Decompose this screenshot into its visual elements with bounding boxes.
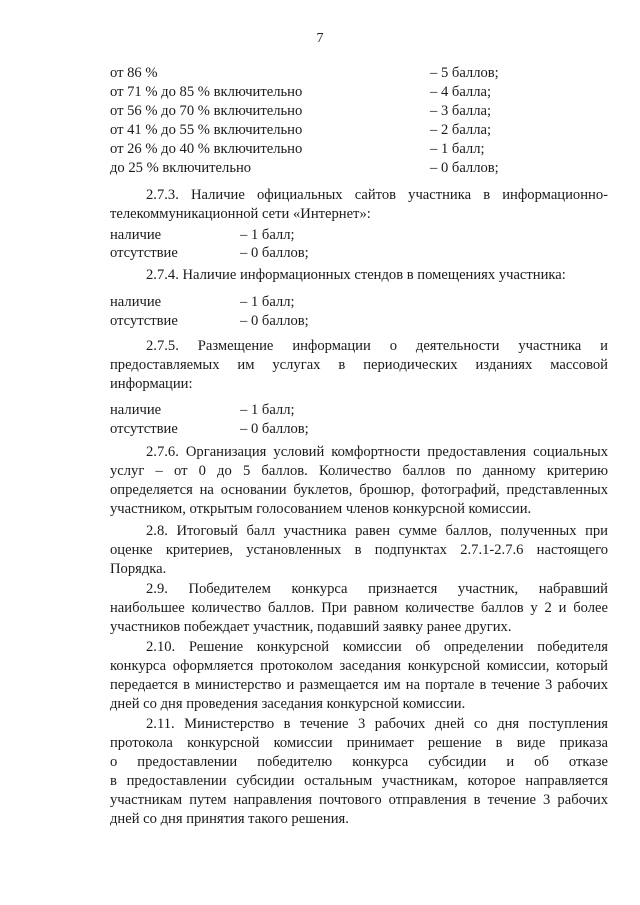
- option-value: – 1 балл;: [240, 294, 295, 310]
- paragraph-line: участников побеждает участник, подавший заявку ранее других.: [110, 619, 512, 635]
- paragraph-line: дней со дня проведения заседания конкурсной комиссии.: [110, 696, 466, 712]
- paragraph-line: Порядка.: [110, 561, 167, 577]
- option-label: отсутствие: [110, 245, 178, 261]
- paragraph-line: участникам путем направления почтового отправления в течение 3 рабочих: [110, 792, 608, 808]
- paragraph-line: 2.7.6. Организация условий комфортности предоставления социальных: [146, 444, 608, 460]
- paragraph-line: 2.10. Решение конкурсной комиссии об определении победителя: [146, 639, 608, 655]
- paragraph-line: 2.8. Итоговый балл участника равен сумме баллов, полученных при: [146, 523, 608, 539]
- paragraph-line: в предоставлении субсидии остальным участникам, которое направляется: [110, 773, 608, 789]
- paragraph-line: 2.7.5. Размещение информации о деятельности участника и: [146, 338, 608, 354]
- score-row-value: – 3 балла;: [430, 103, 492, 119]
- paragraph-line: конкурса оформляется протоколом заседания конкурсной комиссии, который: [110, 658, 608, 674]
- option-label: наличие: [110, 402, 162, 418]
- option-value: – 0 баллов;: [240, 313, 309, 329]
- paragraph-line: передается в министерство и размещается им на портале в течение 3 рабочих: [110, 677, 608, 693]
- score-row-value: – 5 баллов;: [430, 65, 499, 81]
- option-value: – 0 баллов;: [240, 245, 309, 261]
- paragraph-line: оценке критериев, установленных в подпунктах 2.7.1-2.7.6 настоящего: [110, 542, 608, 558]
- score-row-value: – 2 балла;: [430, 122, 492, 138]
- score-row-label: до 25 % включительно: [110, 160, 252, 176]
- paragraph-line: участником, открытым голосованием членов конкурсной комиссии.: [110, 501, 532, 517]
- paragraph-line: 2.7.4. Наличие информационных стендов в помещениях участника:: [146, 267, 566, 283]
- option-label: отсутствие: [110, 421, 178, 437]
- option-value: – 0 баллов;: [240, 421, 309, 437]
- score-row-value: – 4 балла;: [430, 84, 492, 100]
- option-label: наличие: [110, 294, 162, 310]
- score-row-label: от 71 % до 85 % включительно: [110, 84, 303, 100]
- option-value: – 1 балл;: [240, 402, 295, 418]
- paragraph-line: о предоставлении победителю конкурса субсидии и об отказе: [110, 754, 608, 770]
- score-row-label: от 41 % до 55 % включительно: [110, 122, 303, 138]
- option-label: наличие: [110, 227, 162, 243]
- score-row-label: от 26 % до 40 % включительно: [110, 141, 303, 157]
- paragraph-line: 2.7.3. Наличие официальных сайтов участника в информационно-: [146, 187, 608, 203]
- score-row-label: от 86 %: [110, 65, 158, 81]
- paragraph-line: дней со дня принятия такого решения.: [110, 811, 349, 827]
- paragraph-line: 2.11. Министерство в течение 3 рабочих дней со дня поступления: [146, 716, 608, 732]
- paragraph-line: телекоммуникационной сети «Интернет»:: [110, 206, 371, 222]
- paragraph-line: предоставляемых им услугах в периодических изданиях массовой: [110, 357, 608, 373]
- score-row-label: от 56 % до 70 % включительно: [110, 103, 303, 119]
- paragraph-line: услуг – от 0 до 5 баллов. Количество баллов по данному критерию: [110, 463, 608, 479]
- score-row-value: – 1 балл;: [430, 141, 485, 157]
- paragraph-line: протокола конкурсной комиссии принимает решение в виде приказа: [110, 735, 608, 751]
- paragraph-line: 2.9. Победителем конкурса признается участник, набравший: [146, 581, 608, 597]
- paragraph-line: информации:: [110, 376, 193, 392]
- page-number: 7: [316, 31, 324, 46]
- paragraph-line: наибольшее количество баллов. При равном количестве баллов у 2 и более: [110, 600, 608, 616]
- option-label: отсутствие: [110, 313, 178, 329]
- score-row-value: – 0 баллов;: [430, 160, 499, 176]
- option-value: – 1 балл;: [240, 227, 295, 243]
- paragraph-line: определяется на основании буклетов, брошюр, фотографий, представленных: [110, 482, 608, 498]
